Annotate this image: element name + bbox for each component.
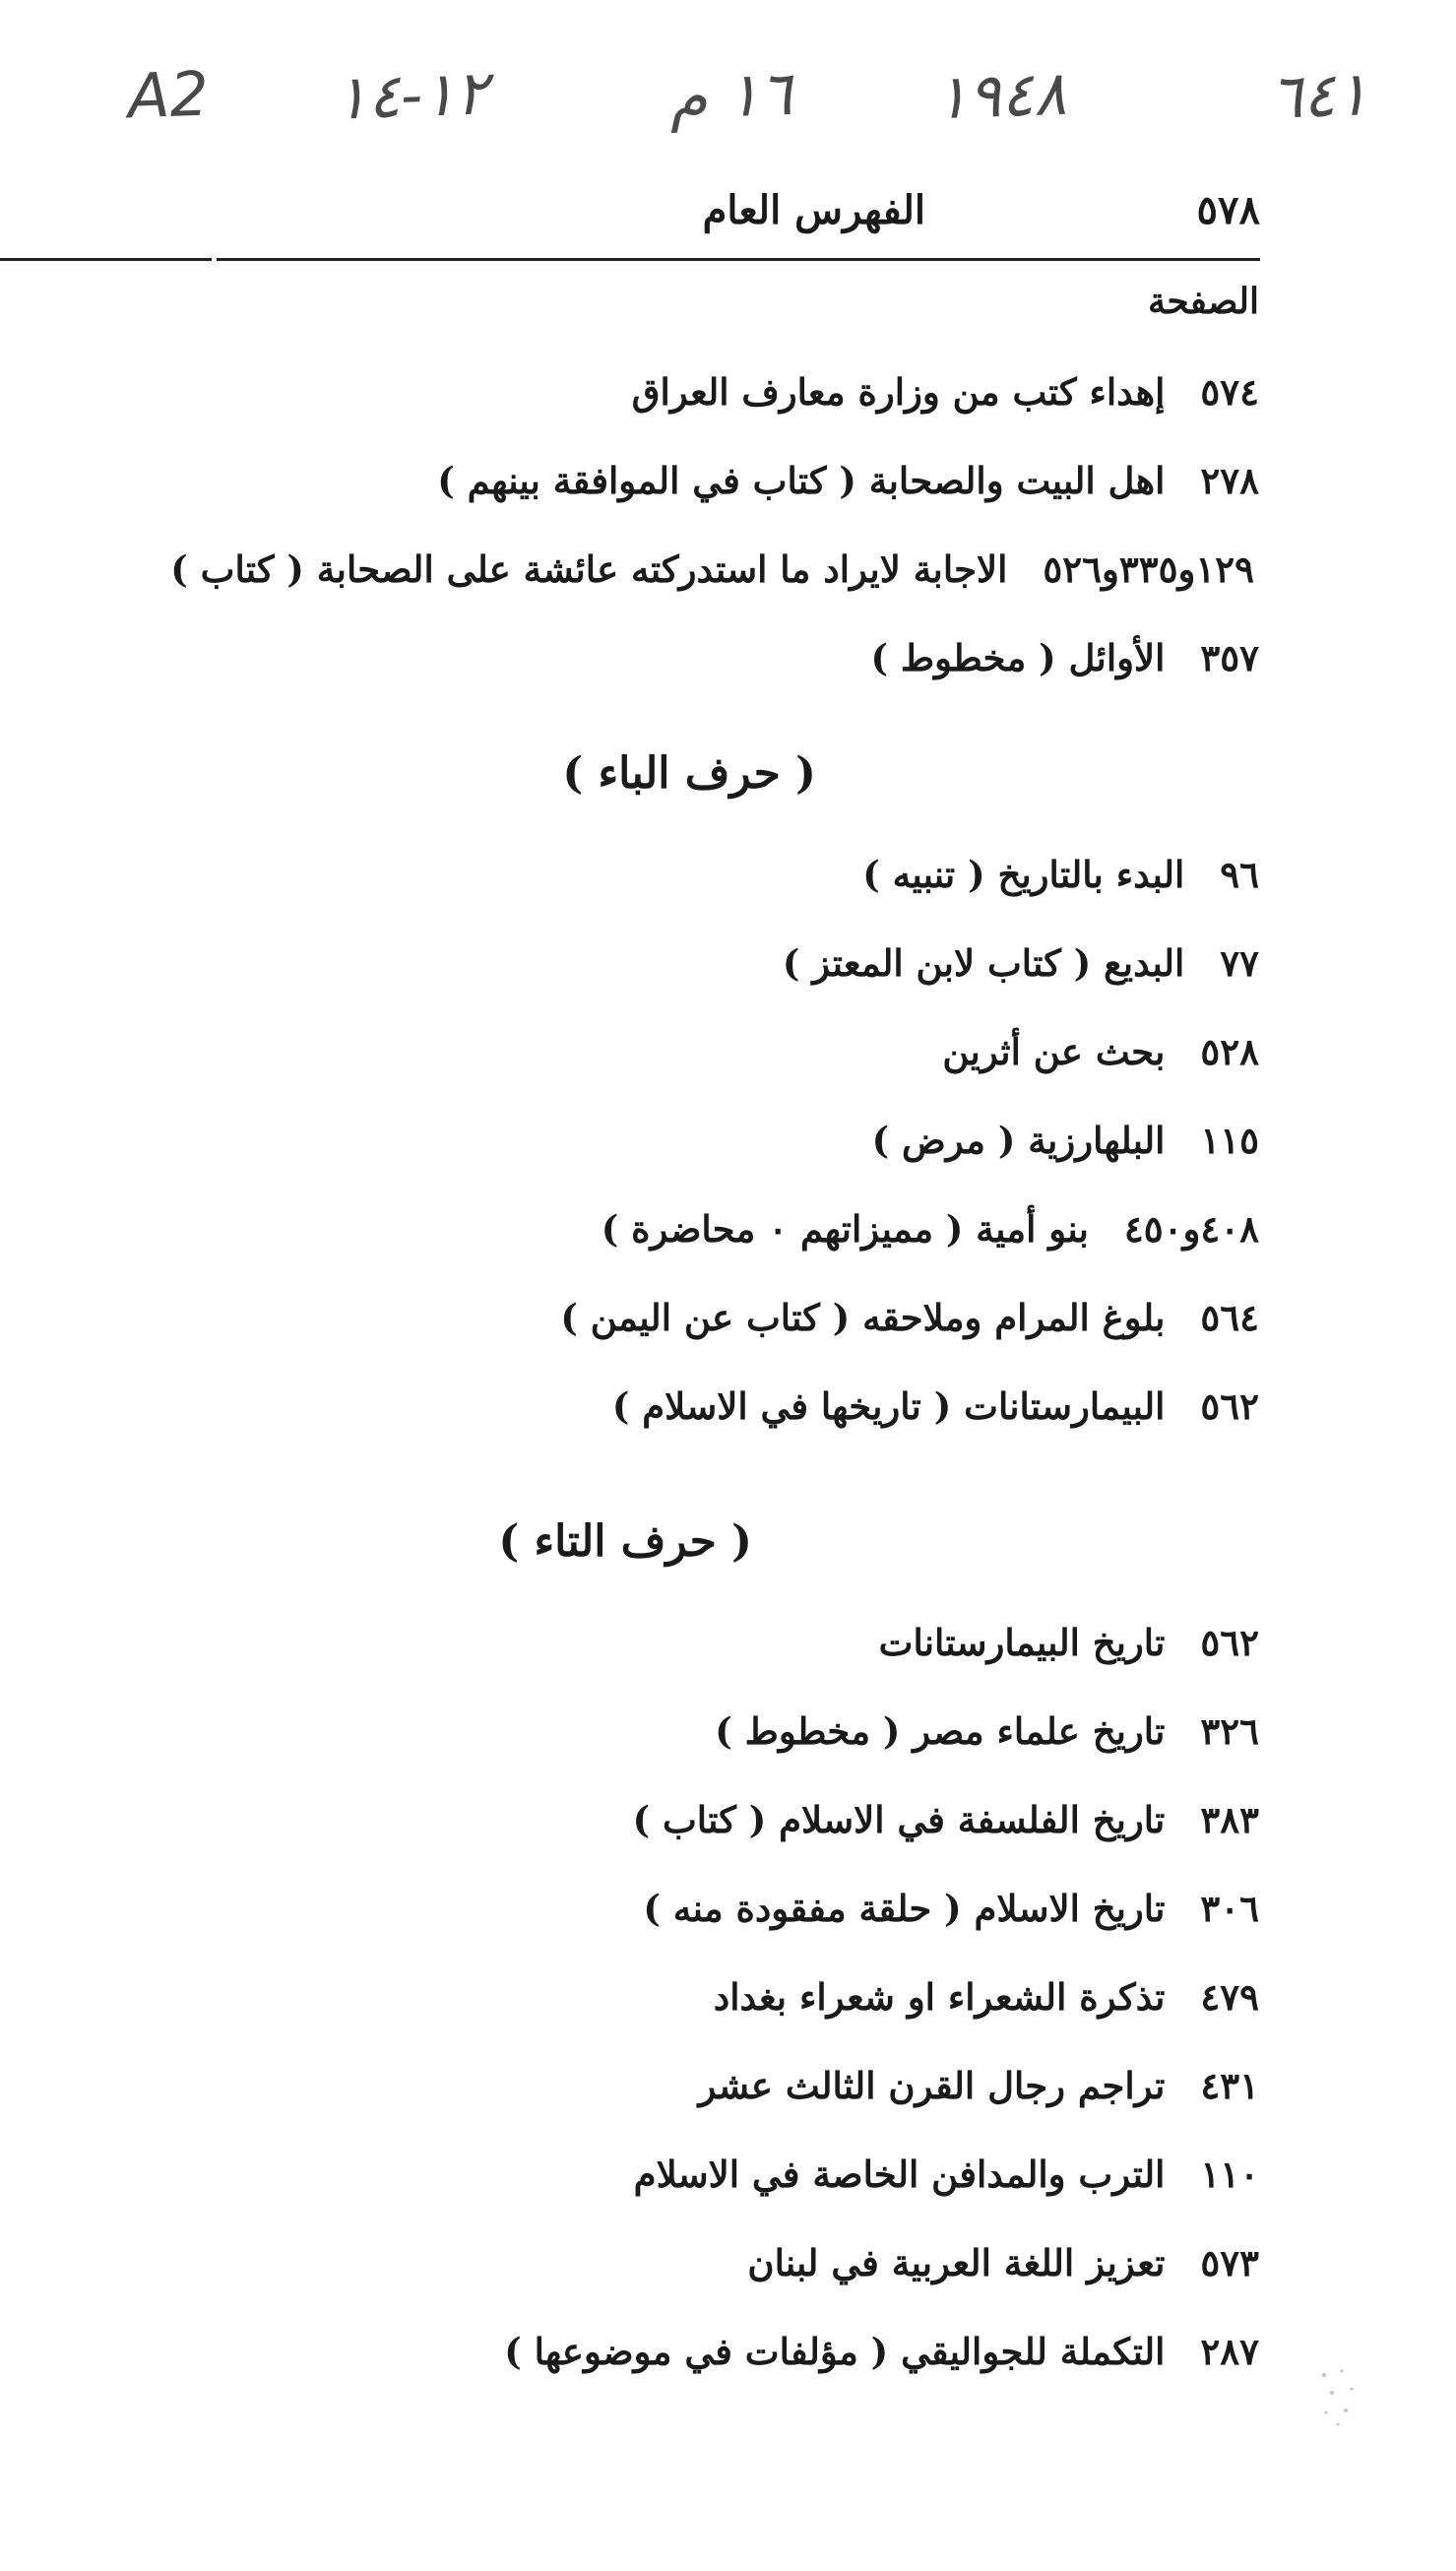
entry-page: ٣٠٦ [1200,1887,1259,1930]
entry-page: ٣٥٧ [1200,636,1259,679]
header-rule-right [217,258,1260,261]
index-entry [504,2330,1259,2373]
index-entry [870,636,1259,679]
scan-speckle [1314,2363,1363,2432]
index-entry [713,1975,1259,2019]
entry-page: ٣٨٣ [1200,1798,1259,1841]
entry-page: ٩٦ [1220,853,1259,896]
page-column-label: الصفحة [1148,281,1259,322]
index-entry [560,1296,1259,1339]
entry-page: ٥٦٤ [1200,1296,1259,1339]
entry-page: ١١٥ [1200,1119,1259,1162]
entry-text: التكملة للجواليقي ( مؤلفات في موضوعها ) [504,2330,1166,2373]
entry-page: ٥٧٣ [1200,2241,1259,2284]
index-entry [437,459,1259,502]
index-entry [170,547,1254,591]
entry-text: البلهارزية ( مرض ) [871,1119,1166,1162]
section-heading-ba: ( حرف الباء ) [562,748,816,799]
handwritten-part-a: ١٢-١٤ [333,56,489,134]
entry-text: البدء بالتاريخ ( تنبيه ) [862,853,1185,896]
entry-text: بلوغ المرام وملاحقه ( كتاب عن اليمن ) [560,1296,1166,1339]
section-heading-ta: ( حرف التاء ) [498,1516,752,1567]
entry-page: ٣٢٦ [1200,1709,1259,1753]
entry-page: ٥٦٢ [1200,1621,1259,1664]
entry-text: اهل البيت والصحابة ( كتاب في الموافقة بينهم ) [437,459,1166,502]
handwritten-part-b: ١٦ م [667,56,793,134]
handwritten-code: A2 [126,57,211,133]
index-entry [942,1030,1259,1073]
handwritten-part-d: ٦٤١ [1268,57,1370,133]
entry-text: البيمارستانات ( تاريخها في الاسلام ) [611,1384,1166,1428]
entry-page: ٤٧٩ [1200,1975,1259,2019]
entry-text: إهداء كتب من وزارة معارف العراق [631,370,1166,414]
entry-text: تذكرة الشعراء او شعراء بغداد [713,1975,1166,2019]
index-entry [782,941,1259,985]
index-entry [611,1384,1259,1428]
entry-text: الترب والمدافن الخاصة في الاسلام [633,2153,1166,2196]
entry-page: ٥٦٢ [1200,1384,1259,1428]
handwritten-note [108,56,1388,167]
header-rule-left [0,258,212,261]
entry-text: تاريخ البيمارستانات [878,1621,1166,1664]
entry-text: بحث عن أثرين [942,1030,1166,1073]
entry-page: ١٢٩و٣٣٥و٥٢٦ [1043,547,1254,591]
index-entry [631,370,1259,414]
index-entry [878,1621,1259,1664]
index-entry [698,2064,1260,2107]
index-entry [747,2241,1259,2284]
entry-text: بنو أمية ( مميزاتهم ٠ محاضرة ) [601,1207,1089,1251]
index-entry [715,1709,1259,1753]
entry-page: ٢٨٧ [1200,2330,1259,2373]
entry-text: تاريخ الفلسفة في الاسلام ( كتاب ) [632,1798,1166,1841]
entry-page: ٢٧٨ [1200,459,1259,502]
entry-text: الأوائل ( مخطوط ) [870,636,1166,679]
entry-text: الاجابة لايراد ما استدركته عائشة على الصحابة ( كتاب ) [170,547,1008,591]
index-entry [862,853,1259,896]
index-entry [643,1887,1259,1930]
entry-text: تعزيز اللغة العربية في لبنان [747,2241,1166,2284]
entry-page: ١١٠ [1200,2153,1259,2196]
index-entry [632,1798,1259,1841]
entry-text: تاريخ الاسلام ( حلقة مفقودة منه ) [643,1887,1166,1930]
index-entry [633,2153,1259,2196]
handwritten-part-c: ١٩٤٨ [933,56,1068,134]
entry-page: ٧٧ [1220,941,1259,985]
index-entry [601,1207,1259,1251]
running-title: الفهرس العام [702,187,925,233]
entry-text: تراجم رجال القرن الثالث عشر [698,2064,1166,2107]
entry-page: ٤٠٨و٤٥٠ [1123,1207,1259,1251]
entry-page: ٤٣١ [1200,2064,1259,2107]
index-entry [871,1119,1259,1162]
running-header [492,187,1260,256]
entry-page: ٥٢٨ [1200,1030,1259,1073]
entry-page: ٥٧٤ [1200,370,1259,414]
page-number: ٥٧٨ [1196,187,1260,233]
entry-text: تاريخ علماء مصر ( مخطوط ) [715,1709,1166,1753]
entry-text: البديع ( كتاب لابن المعتز ) [782,941,1185,985]
